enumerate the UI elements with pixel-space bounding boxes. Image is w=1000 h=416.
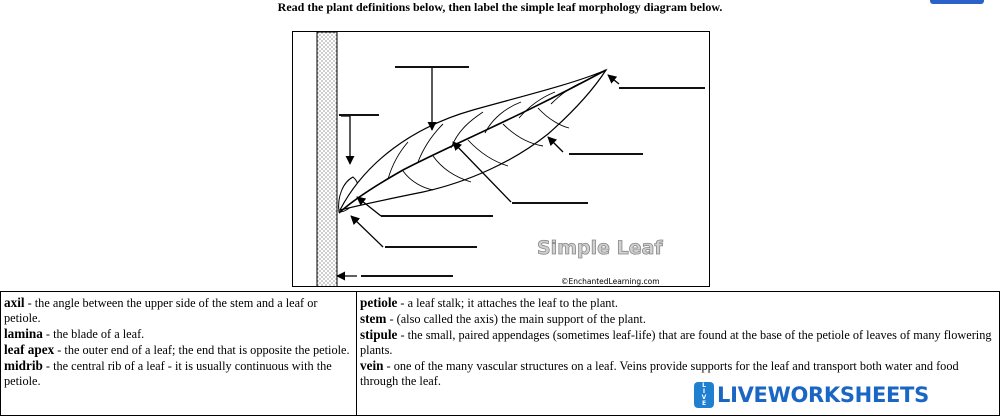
label-blank-lamina[interactable] [395, 66, 469, 68]
label-blank-axil[interactable] [339, 114, 379, 116]
logo-badge-icon: L I V E [694, 382, 714, 408]
definition-leaf-apex: leaf apex - the outer end of a leaf; the end that is opposite the petiole. [4, 342, 350, 357]
definition-petiole: petiole - a leaf stalk; it attaches the leaf to the plant. [360, 295, 618, 310]
leaf-diagram-svg [293, 32, 710, 287]
definition-axil: axil - the angle between the upper side of the stem and a leaf or petiole. [4, 295, 318, 325]
diagram-credit: ©EnchantedLearning.com [561, 277, 660, 286]
label-blank-apex[interactable] [619, 87, 705, 89]
label-blank-petiole[interactable] [385, 246, 477, 248]
definitions-left-column [4, 295, 354, 389]
label-blank-stipule[interactable] [381, 215, 493, 217]
definitions-right-column [360, 295, 996, 389]
label-blank-midrib[interactable] [512, 202, 588, 204]
column-divider [356, 292, 357, 416]
stem-shape [317, 32, 337, 287]
definition-stipule: stipule - the small, paired appendages (sometimes leaf-life) that are found at the base of the petiole of leaves of many flowering plants. [360, 327, 992, 357]
label-blank-vein[interactable] [569, 153, 643, 155]
liveworksheets-logo[interactable] [694, 380, 929, 410]
instruction-text: Read the plant definitions below, then label the simple leaf morphology diagram below. [277, 0, 723, 14]
definition-vein: vein - one of the many vascular structures on a leaf. Veins provide supports for the leaf and transport both water and food through the leaf. [360, 358, 959, 388]
leaf-diagram [292, 31, 710, 287]
diagram-title: Simple Leaf [537, 237, 663, 259]
definition-midrib: midrib - the central rib of a leaf - it is usually continuous with the petiole. [4, 358, 332, 388]
logo-text: LIVEWORKSHEETS [717, 383, 929, 407]
definition-lamina: lamina - the blade of a leaf. [4, 326, 145, 341]
definition-stem: stem - (also called the axis) the main support of the plant. [360, 311, 646, 326]
label-blank-stem[interactable] [361, 275, 453, 277]
corner-button[interactable] [930, 0, 984, 4]
